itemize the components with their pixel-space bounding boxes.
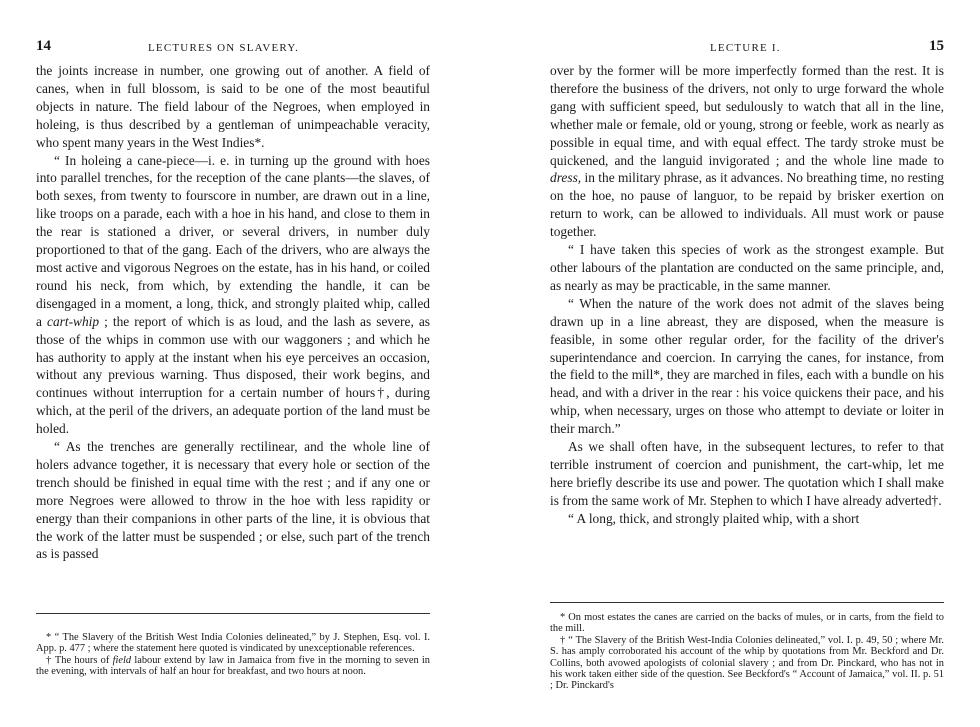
italic-text: dress, (550, 170, 582, 186)
footnote-rule (550, 602, 944, 603)
footnotes (36, 632, 430, 678)
text-run: As we shall often have, in the subsequent lectures, to refer to that terrible instrument of coercion and punishment, the cart-whip, let me here briefly describe its use and power. The quotation which I shall make is from the same work of Mr. Stephen to which I have already adverted†. (550, 439, 944, 508)
paragraph (550, 295, 944, 438)
paragraph (550, 241, 944, 295)
paragraph (36, 62, 430, 152)
paragraph (36, 438, 430, 563)
italic-text: field (112, 654, 132, 666)
right-page (550, 0, 944, 727)
text-run: “ A long, thick, and strongly plaited whip, with a short (568, 510, 860, 526)
left-page-header (36, 38, 430, 56)
text-run: “ As the trenches are generally rectilinear, and the whole line of holers advance together, it is necessary that every hole or section of the trench should be finished in equal time with the rest ; and if any one or more Negroes were allowed to throw in the hoe with less rapidity or energy than their companions in other parts of the line, it is obvious that the work of the latter must be suspended ; or else, such part of the trench as is passed (36, 439, 430, 562)
running-head: LECTURES ON SLAVERY. (148, 42, 300, 54)
text-run: “ In holeing a cane-piece—i. e. in turning up the ground with hoes into parallel trenches, for the reception of the cane plants—the slaves, of both sexes, from twenty to fourscore in number, are drawn out in a line, like troops on a parade, each with a hoe in his hand, and close to them in the rear is stationed a driver, or several drivers, in number duly proportioned to that of the gang. Each of the drivers, who are always the most active and vigorous Negroes on the estate, has in his hand, or coiled round his neck, from which, by extending the handle, it can be disengaged in a moment, a long, thick, and strongly plaited whip, called a (36, 152, 430, 329)
body-text (550, 62, 944, 528)
running-head: LECTURE I. (710, 42, 781, 54)
text-run: * On most estates the canes are carried on the backs of mules, or in carts, from the field to the mill. (550, 612, 944, 635)
body-text (36, 62, 430, 563)
footnote-rule (36, 613, 430, 614)
text-run: † “ The Slavery of the British West-India Colonies delineated,” vol. I. p. 49, 50 ; where Mr. S. has amply corroborated his account of the whip by quotations from Mr. Beckford and Dr. Collins, both avowed apologists of colonial slavery ; and from Dr. Pinckard, who has not in his work taken either side of the question. See Beckford's “ Account of Jamaica,” vol. II. p. 51 ; Dr. Pinckard's (550, 634, 944, 692)
paragraph (550, 62, 944, 241)
text-run: labour extend by law in Jamaica from five in the morning to seven in the evening, with intervals of half an hour for breakfast, and two hours at noon. (36, 654, 430, 678)
text-run: over by the former will be more imperfectly formed than the rest. It is therefore the business of the drivers, not only to urge forward the whole gang with sufficient speed, but sedulously to watch that all in the line, whether male or female, old or young, strong or feeble, work as nearly as possible in equal time, and with equal effect. The tardy stroke must be quickened, and the languid invigorated ; and the whole line made to (550, 63, 944, 168)
text-run: “ When the nature of the work does not admit of the slaves being drawn up in a line abreast, they are disposed, when the measure is feasible, in some other regular order, for the facility of the driver's superintendance and coercion. In carrying the canes, for instance, from the field to the mill*, they are marched in files, each with a bundle on his head, and with a driver in the rear : his voice quickens their pace, and his whip, when necessary, urges on those who attempt to deviate or loiter in their march.” (550, 295, 944, 437)
text-run: ; the report of which is as loud, and the lash as severe, as those of the whips in common use with our waggoners ; and which he has authority to apply at the instant when his eye perceives an occasion, without any previous warning. Thus disposed, their work begins, and continues without interruption for a certain number of hours†, during which, at the peril of the drivers, an adequate portion of the land must be holed. (36, 313, 431, 437)
text-run: in the military phrase, as it advances. No breathing time, no resting on the hoe, no pause of languor, to be repaid by brisker exertion on return to work, can be allowed to individuals. All must work or pause together. (550, 170, 944, 240)
text-run: † The hours of (46, 654, 113, 666)
paragraph (36, 152, 430, 439)
paragraph (550, 510, 944, 528)
text-run: “ I have taken this species of work as the strongest example. But other labours of the plantation are conducted on the same principle, and, as nearly as may be practicable, in the same manner. (550, 242, 944, 293)
italic-text: cart-whip (47, 313, 100, 329)
page-number: 15 (929, 38, 944, 54)
right-page-header (550, 38, 944, 56)
text-run: * “ The Slavery of the British West India Colonies delineated,” by J. Stephen, Esq. vol. I. App. p. 477 ; where the statement here quoted is vindicated by unexceptionable references. (36, 632, 430, 655)
paragraph (550, 438, 944, 510)
footnote (550, 635, 944, 692)
left-page (36, 0, 430, 727)
page-number: 14 (36, 38, 51, 54)
text-run: the joints increase in number, one growing out of another. A field of canes, when in full blossom, is said to be one of the most beautiful objects in nature. The field labour of the Negroes, when employed in holeing, is thus described by a gentleman of unimpeachable veracity, who spent many years in the West Indies*. (36, 63, 430, 150)
footnotes (550, 612, 944, 692)
footnote (36, 655, 430, 678)
footnote (550, 612, 944, 635)
footnote (36, 632, 430, 655)
